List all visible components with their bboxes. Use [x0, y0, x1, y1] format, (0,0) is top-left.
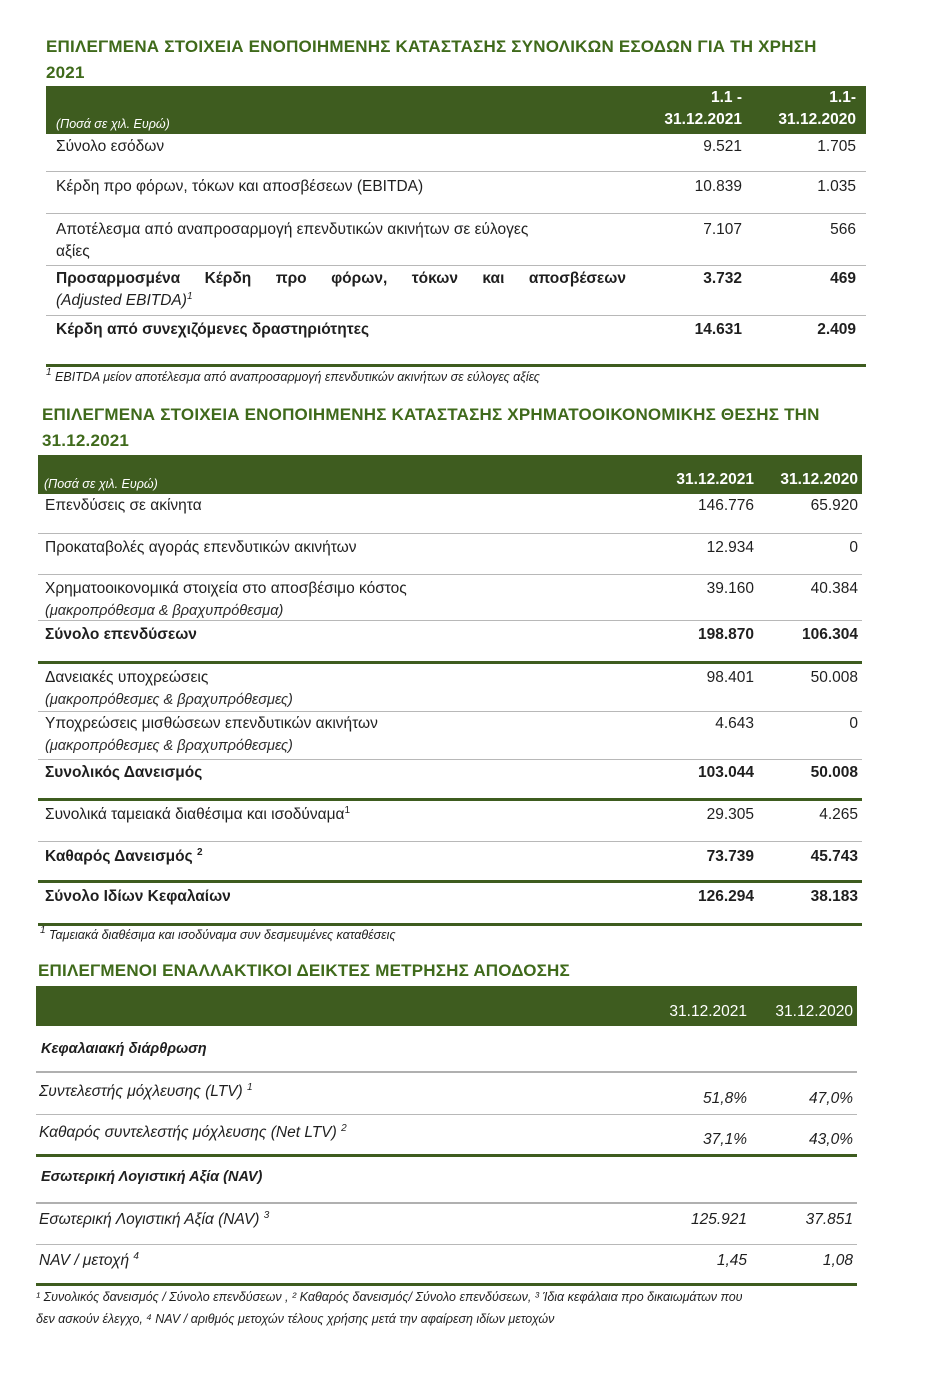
apm-col2-header: 31.12.2020	[775, 1003, 853, 1020]
table-row	[38, 712, 862, 760]
row-label-line1: Προσαρμοσμένα Κέρδη προ φόρων, τόκων και αποσβέσεων	[56, 270, 626, 287]
row-label: Σύνολο επενδύσεων	[45, 626, 197, 643]
income-col1-header	[622, 87, 742, 131]
income-col2-header	[746, 87, 856, 131]
row-value-2021: 125.921	[690, 1211, 747, 1228]
table-row	[36, 1115, 857, 1157]
section-label: Εσωτερική Λογιστική Αξία (NAV)	[41, 1169, 263, 1185]
row-value-2020: 0	[849, 715, 858, 732]
row-value-2020: 50.008	[810, 764, 858, 781]
table-row	[36, 1245, 857, 1286]
row-value-2021: 7.107	[703, 221, 742, 238]
row-value-2020: 38.183	[810, 888, 858, 905]
row-value-2021: 198.870	[697, 626, 754, 643]
row-label	[45, 667, 293, 711]
row-label	[56, 219, 626, 263]
table-row	[46, 316, 866, 367]
footnote-ref: 2	[341, 1123, 347, 1134]
section-row-capital-structure	[36, 1026, 857, 1073]
row-label-text: Εσωτερική Λογιστική Αξία (NAV)	[39, 1211, 264, 1228]
row-label: Προκαταβολές αγοράς επενδυτικών ακινήτων	[45, 539, 357, 556]
row-label	[39, 1081, 253, 1103]
row-label-text: Συντελεστής μόχλευσης (LTV)	[39, 1083, 248, 1100]
apm-table-header	[36, 986, 857, 1026]
row-value-2021: 103.044	[697, 764, 754, 781]
footnote-marker: 1	[40, 925, 46, 936]
row-value-2021: 29.305	[706, 806, 754, 823]
footnote-ref: 3	[263, 1210, 270, 1221]
row-label-text: Καθαρός συντελεστής μόχλευσης (Net LTV)	[39, 1124, 342, 1141]
row-label	[45, 713, 378, 757]
row-value-2021: 9.521	[703, 138, 742, 155]
row-label-line2-text: (Adjusted EBITDA)	[56, 292, 187, 309]
income-col1-line2: 31.12.2021	[664, 111, 742, 128]
table-row	[38, 760, 862, 801]
table-row	[38, 534, 862, 575]
row-label	[39, 1209, 269, 1231]
footnote-marker: 1	[46, 367, 52, 378]
income-table	[46, 86, 866, 367]
row-label-line1: Αποτέλεσμα από αναπροσαρμογή επενδυτικών ακινήτων σε εύλογες	[56, 221, 529, 238]
row-label-text: Δανειακές υποχρεώσεις	[45, 669, 209, 686]
income-table-header	[46, 86, 866, 134]
section-label: Κεφαλαιακή διάρθρωση	[41, 1041, 207, 1057]
row-label	[56, 268, 626, 312]
position-footnote-text: Ταμειακά διαθέσιμα και ισοδύναμα συν δεσμευμένες καταθέσεις	[45, 928, 396, 942]
position-table	[38, 455, 862, 926]
income-unit-label: (Ποσά σε χιλ. Ευρώ)	[56, 117, 170, 131]
position-heading	[42, 402, 912, 454]
row-value-2020: 47,0%	[809, 1090, 853, 1107]
row-value-2021: 14.631	[694, 321, 742, 338]
position-heading-line1: ΕΠΙΛΕΓΜΕΝΑ ΣΤΟΙΧΕΙΑ ΕΝΟΠΟΙΗΜΕΝΗΣ ΚΑΤΑΣΤΑΣΗΣ ΧΡΗΜΑΤΟΟΙΚΟΝΟΜΙΚΗΣ ΘΕΣΗΣ ΤΗΝ	[42, 405, 820, 424]
position-unit-label: (Ποσά σε χιλ. Ευρώ)	[44, 477, 158, 491]
apm-footnote	[36, 1286, 916, 1330]
table-row	[38, 494, 862, 534]
footnote-ref: 4	[133, 1251, 139, 1262]
row-value-2021: 146.776	[697, 497, 754, 514]
income-col1-line1: 1.1 -	[710, 89, 742, 106]
section-row-nav	[36, 1157, 857, 1204]
income-col2-line2: 31.12.2020	[778, 111, 856, 128]
table-row	[38, 664, 862, 712]
footnote-ref: 1	[186, 291, 193, 302]
row-value-2020: 1.035	[817, 178, 856, 195]
table-row	[38, 801, 862, 842]
row-label-text: Συνολικά ταμειακά διαθέσιμα και ισοδύναμα	[45, 806, 345, 823]
row-label: Επενδύσεις σε ακίνητα	[45, 497, 202, 514]
apm-table	[36, 986, 857, 1286]
row-value-2021: 51,8%	[703, 1090, 747, 1107]
table-row	[36, 1204, 857, 1245]
row-value-2021: 73.739	[706, 848, 754, 865]
row-value-2020: 65.920	[810, 497, 858, 514]
row-sublabel: (μακροπρόθεσμα & βραχυπρόθεσμα)	[45, 603, 284, 619]
position-col1-header: 31.12.2021	[676, 471, 754, 488]
row-label	[39, 1122, 347, 1144]
row-label: Κέρδη προ φόρων, τόκων και αποσβέσεων (EBITDA)	[56, 178, 424, 195]
income-heading	[46, 34, 906, 86]
footnote-ref: 1	[344, 805, 351, 816]
row-value-2021: 4.643	[715, 715, 754, 732]
income-footnote	[46, 366, 540, 388]
row-value-2021: 1,45	[716, 1252, 747, 1269]
row-value-2020: 37.851	[805, 1211, 853, 1228]
apm-col1-header: 31.12.2021	[669, 1003, 747, 1020]
row-value-2020: 0	[849, 539, 858, 556]
position-footnote	[40, 924, 396, 946]
row-value-2021: 37,1%	[703, 1131, 747, 1148]
income-col2-line1: 1.1-	[829, 89, 856, 106]
row-label	[45, 804, 350, 826]
apm-footnote-line2: δεν ασκούν έλεγχο, ⁴ NAV / αριθμός μετοχών τέλους χρήσης μετά την αφαίρεση ιδίων μετοχών	[36, 1312, 555, 1326]
row-label	[39, 1250, 139, 1272]
row-value-2021: 10.839	[694, 178, 742, 195]
position-table-header	[38, 455, 862, 494]
table-row	[46, 134, 866, 172]
apm-heading: ΕΠΙΛΕΓΜΕΝΟΙ ΕΝΑΛΛΑΚΤΙΚΟΙ ΔΕΙΚΤΕΣ ΜΕΤΡΗΣΗΣ ΑΠΟΔΟΣΗΣ	[38, 961, 570, 980]
row-label-line2: αξίες	[56, 243, 90, 260]
row-value-2021: 12.934	[706, 539, 754, 556]
table-row	[38, 575, 862, 621]
row-value-2020: 566	[830, 221, 856, 238]
row-value-2020: 43,0%	[809, 1131, 853, 1148]
row-value-2020: 469	[830, 270, 856, 287]
position-heading-line2: 31.12.2021	[42, 431, 130, 450]
row-sublabel: (μακροπρόθεσμες & βραχυπρόθεσμες)	[45, 692, 293, 708]
apm-footnote-line1: ¹ Συνολικός δανεισμός / Σύνολο επενδύσεων , ² Καθαρός δανεισμός/ Σύνολο επενδύσεων, ³ Ίδια κεφάλαια προ δικαιωμάτων που	[36, 1290, 743, 1304]
row-value-2020: 50.008	[810, 669, 858, 686]
row-value-2021: 98.401	[706, 669, 754, 686]
row-label: Σύνολο Ιδίων Κεφαλαίων	[45, 888, 231, 905]
table-row	[38, 621, 862, 664]
row-value-2021: 126.294	[697, 888, 754, 905]
row-label	[45, 846, 203, 868]
row-label-text: NAV / μετοχή	[39, 1252, 134, 1269]
footnote-ref: 2	[197, 847, 203, 858]
row-value-2020: 1.705	[817, 138, 856, 155]
table-row	[38, 842, 862, 883]
row-label	[45, 578, 407, 622]
table-row	[46, 172, 866, 214]
row-value-2020: 2.409	[817, 321, 856, 338]
row-value-2020: 45.743	[810, 848, 858, 865]
row-value-2020: 40.384	[810, 580, 858, 597]
row-label: Συνολικός Δανεισμός	[45, 764, 203, 781]
table-row	[38, 883, 862, 926]
row-label-text: Υποχρεώσεις μισθώσεων επενδυτικών ακινήτων	[45, 715, 378, 732]
row-sublabel: (μακροπρόθεσμες & βραχυπρόθεσμες)	[45, 738, 293, 754]
row-value-2020: 106.304	[801, 626, 858, 643]
row-value-2020: 4.265	[819, 806, 858, 823]
row-label-text: Καθαρός Δανεισμός	[45, 848, 197, 865]
row-label: Κέρδη από συνεχιζόμενες δραστηριότητες	[56, 321, 370, 338]
position-col2-header: 31.12.2020	[780, 471, 858, 488]
row-value-2021: 3.732	[703, 270, 742, 287]
row-value-2021: 39.160	[706, 580, 754, 597]
table-row	[46, 266, 866, 316]
row-label-text: Χρηματοοικονομικά στοιχεία στο αποσβέσιμο κόστος	[45, 580, 407, 597]
income-heading-line2: 2021	[46, 63, 85, 82]
row-label: Σύνολο εσόδων	[56, 138, 165, 155]
footnote-ref: 1	[247, 1082, 253, 1093]
table-row	[46, 214, 866, 266]
table-row	[36, 1073, 857, 1115]
row-label-line2	[56, 290, 626, 312]
income-footnote-text: EBITDA μείον αποτέλεσμα από αναπροσαρμογή επενδυτικών ακινήτων σε εύλογες αξίες	[51, 370, 540, 384]
income-heading-line1: ΕΠΙΛΕΓΜΕΝΑ ΣΤΟΙΧΕΙΑ ΕΝΟΠΟΙΗΜΕΝΗΣ ΚΑΤΑΣΤΑΣΗΣ ΣΥΝΟΛΙΚΩΝ ΕΣΟΔΩΝ ΓΙΑ ΤΗ ΧΡΗΣΗ	[46, 37, 817, 56]
row-value-2020: 1,08	[822, 1252, 853, 1269]
